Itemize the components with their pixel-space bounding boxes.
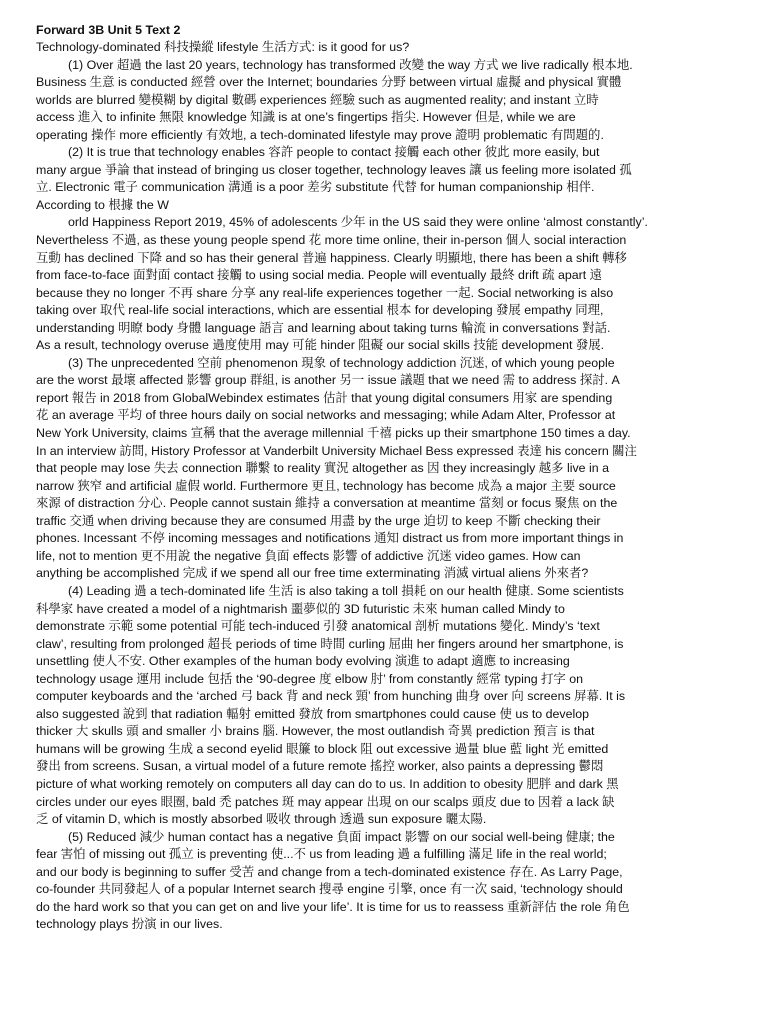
text-line: (1) Over 超過 the last 20 years, technology has transformed 改變 the way 方式 we live radically 根本地.: [68, 57, 633, 72]
text-line: unsettling 使人不安. Other examples of the human body evolving 演進 to adapt 適應 to increasing: [36, 654, 570, 669]
text-line: 乏 of vitamin D, which is mostly absorbed 吸收 through 透過 sun exposure 曬太陽.: [36, 812, 487, 827]
text-line: worlds are blurred 變模糊 by digital 數碼 experiences 經驗 such as augmented reality; and instant 立時: [36, 92, 599, 107]
text-line: many argue 爭論 that instead of bringing us closer together, technology leaves 讓 us feeling more isolated 孤: [36, 162, 632, 177]
paragraph-2: [36, 144, 738, 355]
text-line: life, not to mention 更不用說 the negative 負面 effects 影響 of addictive 沉迷 video games. How can: [36, 548, 581, 563]
text-line: that people may lose 失去 connection 聯繫 to reality 實況 altogether as 因 they increasingly 越多 live in a: [36, 461, 609, 476]
text-line: also suggested 說到 that radiation 輻射 emitted 發放 from smartphones could cause 使 us to develop: [36, 706, 590, 721]
text-line: 立. Electronic 電子 communication 溝通 is a poor 差劣 substitute 代替 for human companionship 相伴.: [36, 180, 595, 195]
text-line: and our body is beginning to suffer 受苦 and change from a tech-dominated existence 存在. As Larry Page,: [36, 864, 623, 879]
text-line: claw’, resulting from prolonged 超長 periods of time 時間 curling 屈曲 her fingers around her smartphone, is: [36, 636, 624, 651]
text-line: circles under our eyes 眼圈, bald 禿 patches 斑 may appear 出現 on our scalps 頭皮 due to 因着 a lack 缺: [36, 794, 615, 809]
text-line: operating 操作 more efficiently 有效地, a tech-dominated lifestyle may prove 證明 problematic 有問題的.: [36, 127, 604, 142]
document-title: Forward 3B Unit 5 Text 2: [36, 23, 181, 37]
text-line: New York University, claims 宣稱 that the average millennial 千禧 picks up their smartphone 150 times a day.: [36, 426, 631, 441]
text-line: taking over 取代 real-life social interactions, which are essential 根本 for developing 發展 empathy 同理,: [36, 303, 604, 318]
text-line: technology plays 扮演 in our lives.: [36, 917, 223, 932]
text-line: In an interview 訪問, History Professor at Vanderbilt University Michael Bess expressed 表達 his concern 關注: [36, 443, 637, 458]
text-line: (2) It is true that technology enables 容許 people to contact 接觸 each other 彼此 more easily, but: [68, 145, 600, 160]
text-line: 來源 of distraction 分心. People cannot sustain 維持 a conversation at meantime 當刻 or focus 聚焦 on the: [36, 496, 618, 511]
text-line: traffic 交通 when driving because they are consumed 用盡 by the urge 迫切 to keep 不斷 checking their: [36, 513, 601, 528]
text-line: because they no longer 不再 share 分享 any real-life experiences together 一起. Social networking is also: [36, 285, 614, 300]
text-line: humans will be growing 生成 a second eyelid 眼簾 to block 阻 out excessive 過量 blue 藍 light 光 emitted: [36, 741, 609, 756]
text-line: access 進入 to infinite 無限 knowledge 知識 is at one’s fingertips 指尖. However 但是, while we are: [36, 110, 576, 125]
paragraph-5: [36, 829, 738, 934]
text-line: phones. Incessant 不停 incoming messages and notifications 通知 distract us from more important things in: [36, 531, 624, 546]
text-line: report 報告 in 2018 from GlobalWebindex estimates 估計 that young digital consumers 用家 are spending: [36, 390, 613, 405]
text-line: narrow 狹窄 and artificial 虛假 world. Furthermore 更且, technology has become 成為 a major 主要 source: [36, 478, 616, 493]
text-line: understanding 明瞭 body 身體 language 語言 and learning about taking turns 輪流 in conversations 對話.: [36, 320, 611, 335]
text-line: (3) The unprecedented 空前 phenomenon 現象 of technology addiction 沉迷, of which young people: [68, 355, 615, 370]
text-line: According to 根據 the W: [36, 197, 169, 212]
text-line: thicker 大 skulls 頭 and smaller 小 brains 腦. However, the most outlandish 奇異 prediction 預言 is that: [36, 724, 595, 739]
text-line: orld Happiness Report 2019, 45% of adolescents 少年 in the US said they were online ‘almost constantly’.: [68, 215, 648, 230]
paragraph-4: [36, 583, 738, 829]
text-line: fear 害怕 of missing out 孤立 is preventing 使...不 us from leading 過 a fulfilling 滿足 life in the real world;: [36, 847, 607, 862]
document-subtitle: Technology-dominated 科技操縱 lifestyle 生活方式: is it good for us?: [36, 40, 410, 54]
text-line: picture of what working remotely on computers all day can do to us. In addition to obesity 肥胖 and dark 黑: [36, 776, 619, 791]
paragraph-3: [36, 355, 738, 583]
text-line: from face-to-face 面對面 contact 接觸 to using social media. People will eventually 最終 drift 疏 apart 遠: [36, 268, 603, 283]
text-line: Business 生意 is conducted 經營 over the Internet; boundaries 分野 between virtual 虛擬 and physical 實體: [36, 75, 622, 90]
text-line: do the hard work so that you can get on and live your life’. It is time for us to reassess 重新評估 the role 角色: [36, 899, 630, 914]
text-line: Nevertheless 不過, as these young people spend 花 more time online, their in-person 個人 social interaction: [36, 233, 627, 248]
text-line: (4) Leading 過 a tech-dominated life 生活 is also taking a toll 損耗 on our health 健康. Some scientists: [68, 583, 624, 598]
text-line: technology usage 運用 include 包括 the ‘90-degree 度 elbow 肘’ from constantly 經常 typing 打字 on: [36, 671, 584, 686]
text-line: As a result, technology overuse 過度使用 may 可能 hinder 阻礙 our social skills 技能 development 發展.: [36, 338, 605, 353]
text-line: (5) Reduced 減少 human contact has a negative 負面 impact 影響 on our social well-being 健康; the: [68, 829, 615, 844]
text-line: 互動 has declined 下降 and so has their general 普遍 happiness. Clearly 明顯地, there has been a shift 轉移: [36, 250, 627, 265]
text-line: 發出 from screens. Susan, a virtual model of a future remote 搖控 worker, also paints a depressing 鬱悶: [36, 759, 604, 774]
text-line: demonstrate 示範 some potential 可能 tech-induced 引發 anatomical 剖析 mutations 變化. Mindy’s ‘text: [36, 619, 600, 634]
text-line: co-founder 共同發起人 of a popular Internet search 搜尋 engine 引擎, once 有一次 said, ‘technology should: [36, 882, 623, 897]
text-line: 花 an average 平均 of three hours daily on social networks and messaging; while Adam Alter, Professor at: [36, 408, 616, 423]
text-line: are the worst 最壞 affected 影響 group 群組, is another 另一 issue 議題 that we need 需 to address 探討. A: [36, 373, 620, 388]
text-line: anything be accomplished 完成 if we spend all our free time exterminating 消滅 virtual aliens 外來者?: [36, 566, 589, 581]
text-line: 科學家 have created a model of a nightmarish 噩夢似的 3D futuristic 未來 human called Mindy to: [36, 601, 565, 616]
text-line: computer keyboards and the ‘arched 弓 back 背 and neck 頸’ from hunching 曲身 over 向 screens 屏幕. It is: [36, 689, 626, 704]
paragraph-1: [36, 57, 738, 145]
